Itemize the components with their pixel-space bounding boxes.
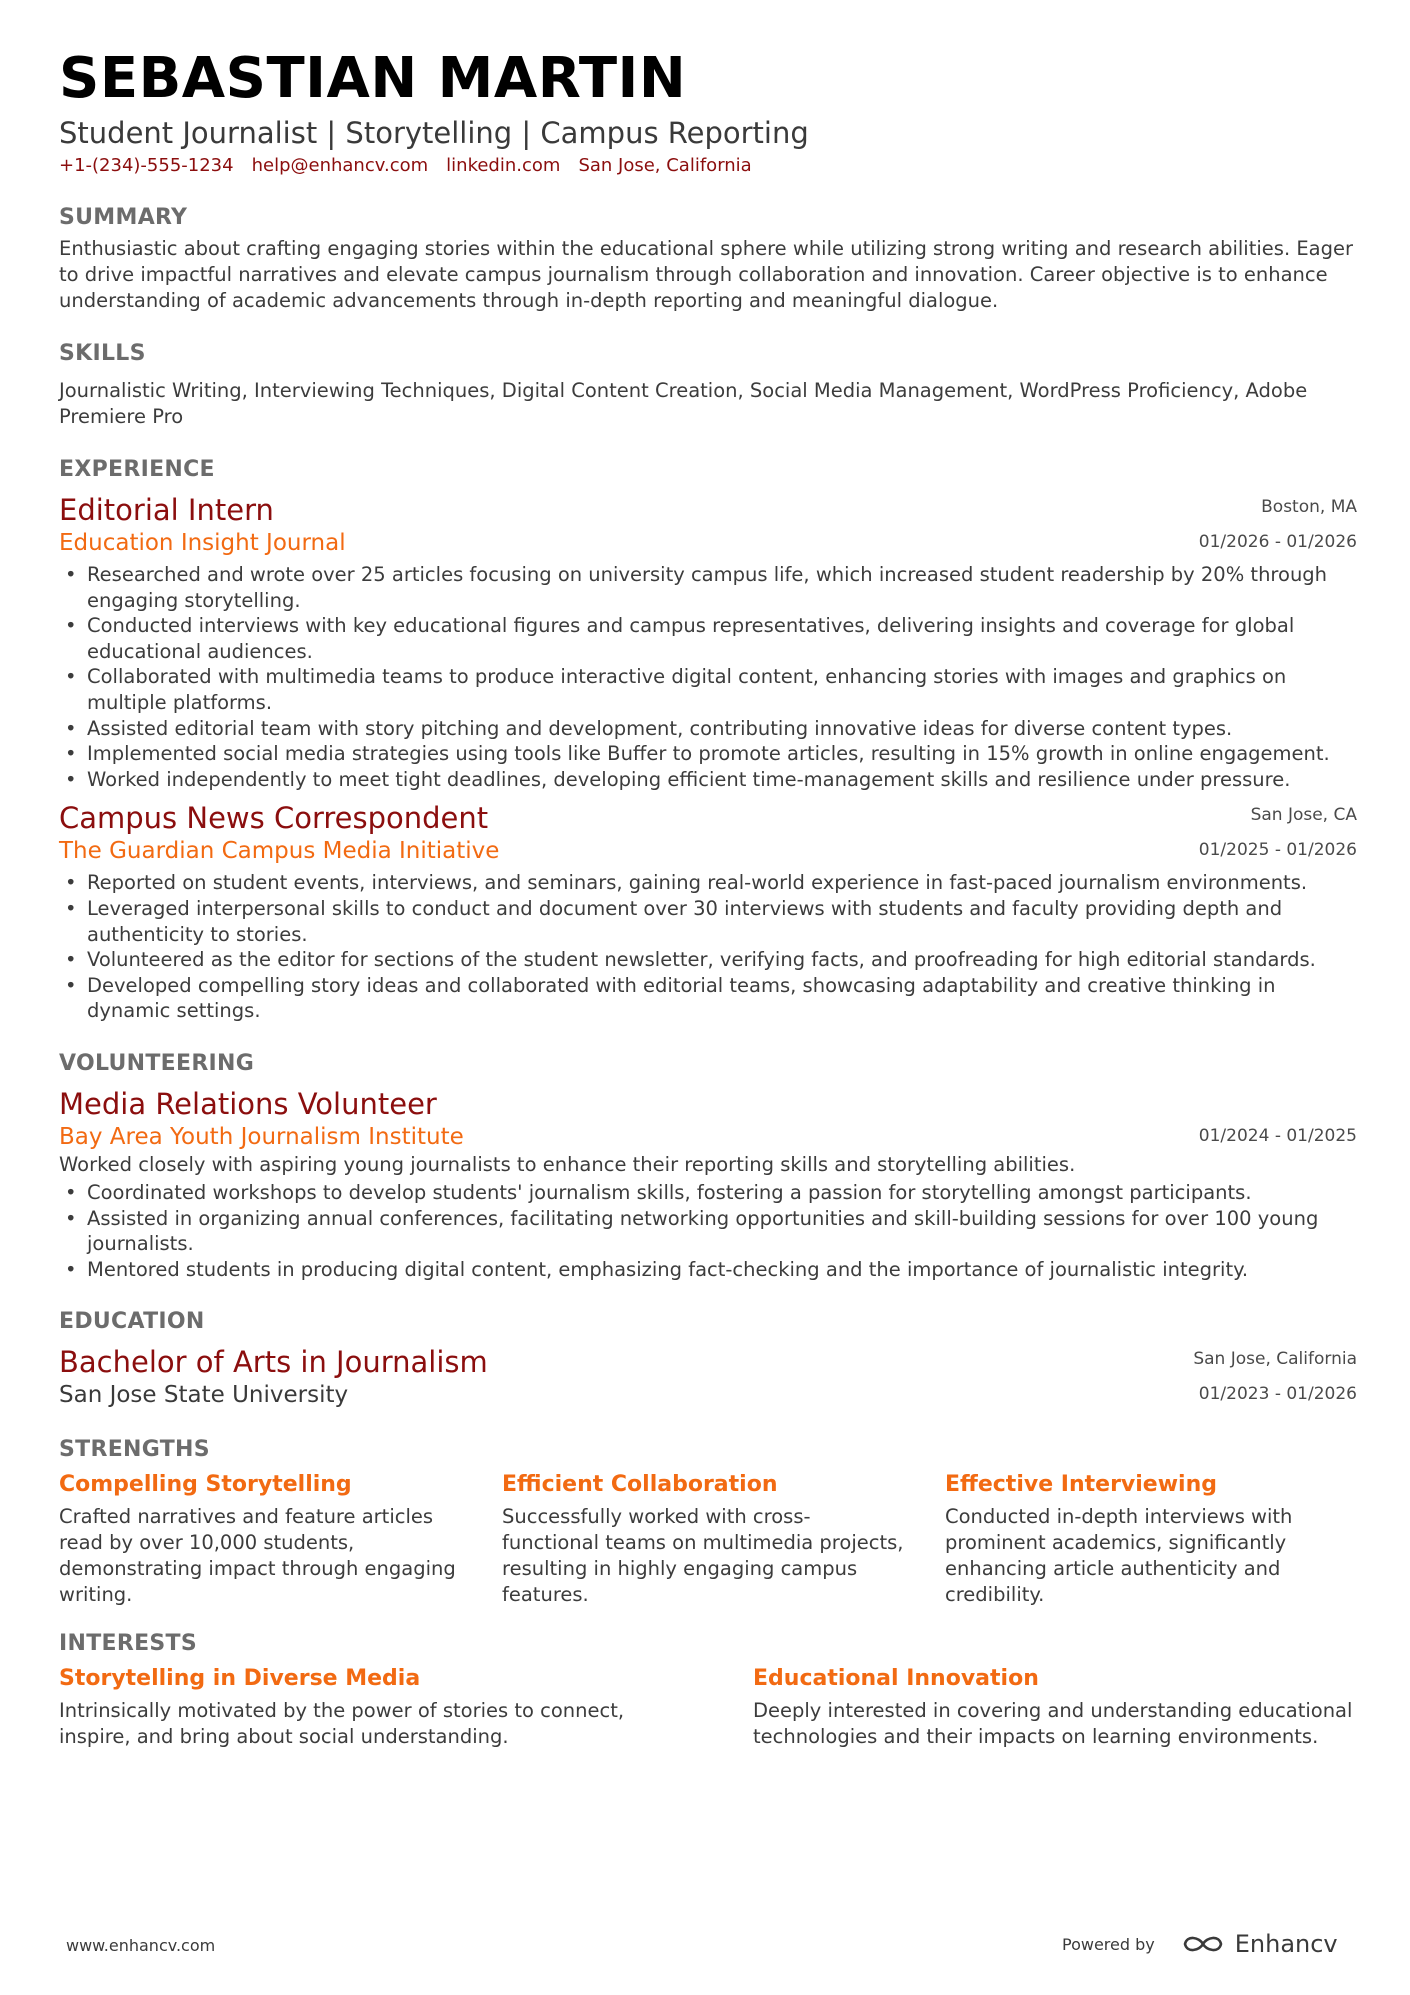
interests-section — [59, 1630, 1357, 1750]
company-name: Education Insight Journal — [59, 530, 346, 556]
summary-section — [59, 204, 1357, 314]
strength-text: Conducted in-depth interviews with prominent academics, significantly enhancing article authenticity and credibility. — [945, 1505, 1293, 1607]
skills-text: Journalistic Writing, Interviewing Techniques, Digital Content Creation, Social Media Management, WordPress Proficiency, Adobe Premiere Pro — [59, 379, 1308, 428]
job-location: San Jose, CA — [1250, 805, 1357, 826]
education-dates: 01/2023 - 01/2026 — [1198, 1384, 1357, 1405]
resume-page — [59, 46, 1357, 1750]
bullet-item: • Volunteered as the editor for sections of the student newsletter, verifying facts, and proofreading for high editorial standards. — [59, 947, 1357, 973]
candidate-name: SEBASTIAN MARTIN — [59, 46, 687, 111]
volunteer-org: Bay Area Youth Journalism Institute — [59, 1123, 464, 1150]
phone-link[interactable]: +1-(234)-555-1234 — [59, 155, 234, 176]
strength-title: Compelling Storytelling — [59, 1472, 352, 1498]
job-bullets — [59, 870, 1357, 1024]
summary-text: Enthusiastic about crafting engaging stories within the educational sphere while utilizing strong writing and research abilities. Eager to drive impactful narratives and elevate campus journalism through collaboration and innovation. Career objective is to enhance understanding of academic advancements through in-depth reporting and meaningful dialogue. — [59, 237, 1353, 312]
strength-text: Successfully worked with cross-functional teams on multimedia projects, resulting in highly engaging campus features. — [502, 1505, 904, 1607]
strengths-section — [59, 1436, 1357, 1608]
volunteer-bullets — [59, 1180, 1357, 1282]
job-location: Boston, MA — [1261, 497, 1357, 517]
bullet-item: • Leveraged interpersonal skills to conduct and document over 30 interviews with students and faculty providing depth and authenticity to stories. — [59, 896, 1357, 947]
education-entry — [59, 1344, 1357, 1410]
interest-text: Deeply interested in covering and understanding educational technologies and their impacts on learning environments. — [753, 1699, 1353, 1749]
brand-name: Enhancv — [1234, 1930, 1338, 1958]
bullet-item: • Collaborated with multimedia teams to produce interactive digital content, enhancing stories with images and graphics on multiple platforms. — [59, 664, 1357, 715]
interests-heading: INTERESTS — [59, 1631, 197, 1657]
bullet-item: • Researched and wrote over 25 articles focusing on university campus life, which increased student readership by 20% through engaging storytelling. — [59, 562, 1357, 613]
bullet-item: • Assisted editorial team with story pitching and development, contributing innovative ideas for diverse content types. — [59, 716, 1357, 742]
school-name: San Jose State University — [59, 1382, 349, 1409]
experience-heading: EXPERIENCE — [59, 457, 215, 482]
experience-entry — [59, 800, 1357, 1024]
footer-website-link[interactable]: www.enhancv.com — [66, 1936, 216, 1955]
job-title: Editorial Intern — [59, 493, 274, 527]
interest-title: Storytelling in Diverse Media — [59, 1666, 421, 1692]
interest-title: Educational Innovation — [753, 1666, 1039, 1692]
strengths-heading: STRENGTHS — [59, 1437, 210, 1463]
strength-item — [502, 1470, 905, 1608]
bullet-item: • Mentored students in producing digital content, emphasizing fact-checking and the importance of journalistic integrity. — [59, 1257, 1357, 1283]
interest-text: Intrinsically motivated by the power of stories to connect, inspire, and bring about social understanding. — [59, 1699, 625, 1749]
job-title: Campus News Correspondent — [59, 801, 489, 836]
strength-title: Effective Interviewing — [945, 1472, 1218, 1498]
skills-section — [59, 340, 1357, 430]
bullet-item: • Coordinated workshops to develop students' journalism skills, fostering a passion for storytelling amongst participants. — [59, 1180, 1357, 1206]
bullet-item: • Developed compelling story ideas and collaborated with editorial teams, showcasing adaptability and creative thinking in dynamic settings. — [59, 973, 1357, 1024]
school-location: San Jose, California — [1193, 1349, 1357, 1370]
strength-item — [59, 1470, 462, 1608]
volunteer-title: Media Relations Volunteer — [59, 1086, 437, 1121]
interest-item — [753, 1664, 1357, 1750]
education-section — [59, 1308, 1357, 1410]
job-dates: 01/2025 - 01/2026 — [1198, 840, 1357, 861]
experience-entry — [59, 492, 1357, 792]
volunteering-entry — [59, 1086, 1357, 1282]
volunteer-description: Worked closely with aspiring young journalists to enhance their reporting skills and storytelling abilities. — [59, 1152, 1076, 1176]
degree-title: Bachelor of Arts in Journalism — [59, 1345, 488, 1380]
bullet-item: • Reported on student events, interviews, and seminars, gaining real-world experience in fast-paced journalism environments. — [59, 870, 1357, 896]
candidate-title: Student Journalist | Storytelling | Campus Reporting — [59, 116, 809, 150]
location-text: San Jose, California — [578, 155, 752, 176]
volunteering-heading: VOLUNTEERING — [59, 1050, 255, 1076]
bullet-item: • Worked independently to meet tight deadlines, developing efficient time-management skills and resilience under pressure. — [59, 767, 1357, 793]
interest-item — [59, 1664, 663, 1750]
strength-item — [945, 1470, 1348, 1608]
experience-section — [59, 456, 1357, 1024]
linkedin-link[interactable]: linkedin.com — [446, 155, 561, 176]
contact-line — [59, 154, 1357, 178]
job-bullets — [59, 562, 1357, 792]
education-heading: EDUCATION — [59, 1309, 205, 1335]
bullet-item: • Conducted interviews with key educational figures and campus representatives, delivering insights and coverage for global educational audiences. — [59, 613, 1357, 664]
job-dates: 01/2026 - 01/2026 — [1198, 532, 1357, 552]
summary-heading: SUMMARY — [59, 205, 188, 230]
strength-title: Efficient Collaboration — [502, 1472, 778, 1498]
powered-by-text: Powered by — [1062, 1934, 1155, 1954]
volunteering-section — [59, 1050, 1357, 1282]
footer-branding[interactable] — [1062, 1930, 1338, 1958]
bullet-item: • Assisted in organizing annual conferences, facilitating networking opportunities and skill-building sessions for over 100 young journalists. — [59, 1206, 1357, 1257]
company-name: The Guardian Campus Media Initiative — [59, 838, 500, 865]
email-link[interactable]: help@enhancv.com — [251, 155, 429, 176]
skills-heading: SKILLS — [59, 341, 146, 366]
resume-header — [59, 46, 1357, 178]
volunteer-dates: 01/2024 - 01/2025 — [1198, 1125, 1357, 1146]
infinity-logo-icon — [1181, 1932, 1225, 1956]
bullet-item: • Implemented social media strategies using tools like Buffer to promote articles, resulting in 15% growth in online engagement. — [59, 741, 1357, 767]
strength-text: Crafted narratives and feature articles read by over 10,000 students, demonstrating impact through engaging writing. — [59, 1505, 456, 1607]
